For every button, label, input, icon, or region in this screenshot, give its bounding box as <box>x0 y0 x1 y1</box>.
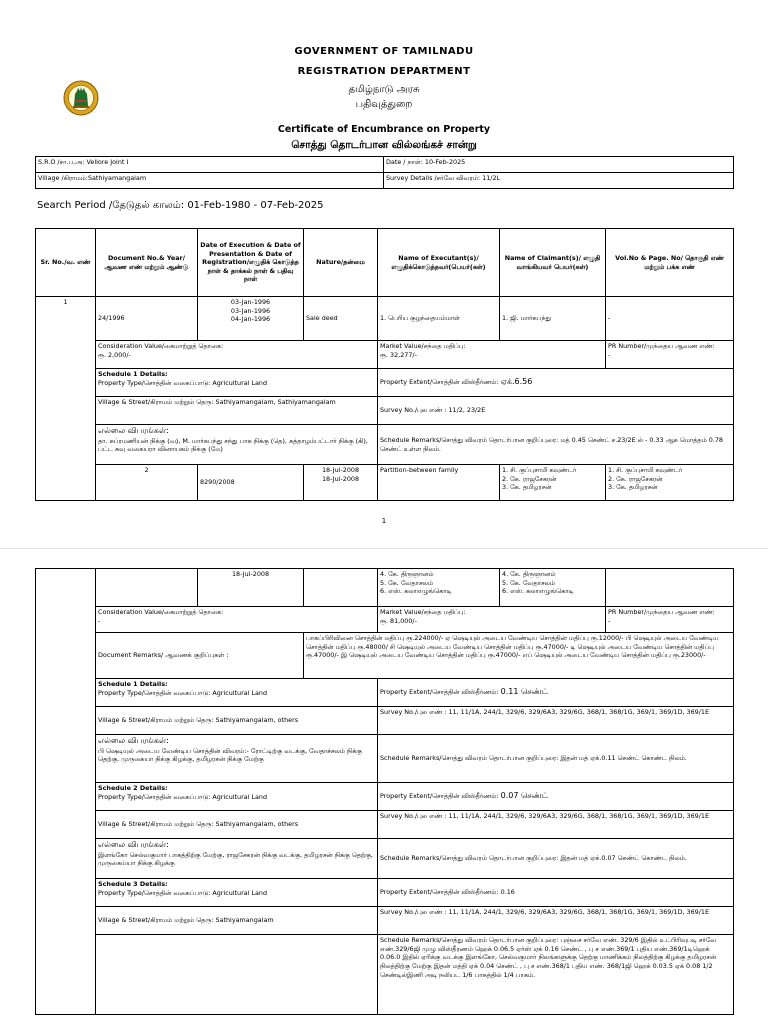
table-row <box>36 465 734 501</box>
table-row <box>36 369 734 397</box>
government-title-tamil: தமிழ்நாடு அரசு <box>348 84 420 95</box>
schedule-3-extent <box>378 879 734 907</box>
boundary-label: எல்லை விபரங்கள்: <box>98 736 169 745</box>
extent-value: 0.11 செண்ட் <box>500 687 549 697</box>
table-row <box>36 935 734 1015</box>
pr-value: - <box>608 350 611 359</box>
entry-1-document: 24/1996 <box>96 297 198 341</box>
market-label: Market Value/சந்தை மதிப்பு: <box>380 342 466 350</box>
entry-1-remarks <box>378 425 734 465</box>
schedule-1-boundary <box>96 735 378 783</box>
executant-name: 2. கே. ராஜசேகரன் <box>502 474 557 483</box>
entry-2-document: 8290/2008 <box>198 465 304 501</box>
property-type: Property Type/சொத்தின் வகைப்பாடு: Agricultural Land <box>98 792 268 801</box>
entry-1-volume: - <box>606 297 734 341</box>
executant-name: 5. கே. வேதாசலம் <box>380 578 433 587</box>
entry-1-schedule <box>96 369 378 397</box>
entry-1-village: Village & Street/கிராமம் மற்றும் தெரு: Sathiyamangalam, Sathiyamangalam <box>96 397 378 425</box>
sro-cell: S.R.O /சா.ப.அ: Vellore Joint I <box>36 157 384 173</box>
remarks-value: இதன் மத் ஏக்.0.11 செண்ட் கொண்ட நிலம். <box>560 754 687 763</box>
entry-2-pr <box>606 607 734 633</box>
schedule-title: Schedule 1 Details: <box>98 370 168 378</box>
executant-name: 3. கே. தமிழரசன் <box>502 483 552 492</box>
presentation-date: 18-Jul-2008 <box>321 474 360 483</box>
table-row <box>36 425 734 465</box>
presentation-date: 03-Jan-1996 <box>230 306 271 315</box>
survey-label: Survey No./புல எண் : <box>380 908 447 916</box>
entry-1-survey <box>378 397 734 425</box>
entry-2-document-continued <box>96 569 198 607</box>
remarks-label: Schedule Remarks/சொத்து விவரம் தொடர்பான குறிப்புரை: <box>380 435 559 444</box>
table-row <box>36 569 734 607</box>
date-cell: Date / நாள்: 10-Feb-2025 <box>384 157 734 173</box>
table-row <box>36 879 734 907</box>
table-row <box>36 839 734 879</box>
certificate-title-tamil: சொத்து தொடர்பான வில்லங்கச் சான்று <box>291 139 477 151</box>
entry-1-pr <box>606 341 734 369</box>
header-row <box>36 229 734 297</box>
table-row <box>36 907 734 935</box>
encumbrance-table-page-1 <box>35 228 734 501</box>
entry-2-executant-continued <box>378 569 500 607</box>
remarks-value: புஞ்சை சர்வே எண். 329/6 இதில் உட்பிரிவுபடி சர்வே எண்.329/6ஜி முழு விஸ்தீரணம் ஹெக் 0.06.5 ஏர்ஸ் ஏக் 0.16 செண்ட் , பு ச எண்.369/1 புதிய எண்.369/1டிஹெக் 0.06.0 இதில் ஏரிக்கு வடக்கு இளங்கோ, செல்வகுமார் நிலங்களுக்கு தெற்கு மாணிக்கம் நிலத்திற்கு கிழக்கு தமிழரசன் நிலத்திற்கு மேற்கு இதன் மத்தி ஏக் 0.04 செண்ட் , பு ச எண்.368/1 புதிய எண். 368/1ஜி ஹெக் 0.03.5 ஏக் 0.08 1/2 செண்டில்இணி அடி நலியட 1/6 பாகத்தில் 1/4 பாகம். <box>380 936 717 979</box>
remarks-value: மத் 0.45 செண்ட் ச.23/2E ல் - 0.33 ஆக மொத்தம் 0.78 செண்ட் உள்ள நிலம். <box>380 435 723 453</box>
schedule-2-boundary <box>96 839 378 879</box>
col-volume: Vol.No & Page. No/ தொகுதி எண் மற்றும் பக்க எண் <box>606 229 734 297</box>
table-row <box>36 783 734 811</box>
schedule-title: Schedule 3 Details: <box>98 880 168 888</box>
claimant-name: 3. கே. தமிழரசன் <box>608 483 658 492</box>
department-title: REGISTRATION DEPARTMENT <box>297 66 471 77</box>
search-period: Search Period /தேடுதல் காலம்: 01-Feb-1980 - 07-Feb-2025 <box>37 200 324 211</box>
entry-2-consideration <box>96 607 378 633</box>
survey-value: 11/2, 23/2E <box>448 406 486 415</box>
remarks-label: Schedule Remarks/சொத்து விவரம் தொடர்பான குறிப்புரை: <box>380 854 559 863</box>
schedule-3 <box>96 879 378 907</box>
extent-label: Property Extent/சொத்தின் விஸ்தீர்ணம்: <box>380 378 499 387</box>
table-row <box>36 297 734 341</box>
government-title: GOVERNMENT OF TAMILNADU <box>294 46 474 57</box>
entry-1-nature: Sale deed <box>304 297 378 341</box>
pr-label: PR Number/முந்தைய ஆவண எண்: <box>608 608 715 616</box>
entry-1-claimant: 1. ஜி. மார்கபந்து <box>500 297 606 341</box>
department-title-tamil: பதிவுத்துறை <box>355 99 413 110</box>
encumbrance-table-page-2 <box>35 568 734 1015</box>
executant-name: 1. சி. குப்புசாமி கவுண்டர் <box>502 466 577 474</box>
consideration-value: - <box>98 616 101 625</box>
entry-2-sr-continued <box>36 569 96 1015</box>
schedule-title: Schedule 1 Details: <box>98 680 168 688</box>
village-cell: Village /கிராமம்:Sathiyamangalam <box>36 173 384 189</box>
schedule-3-remarks <box>378 935 734 1015</box>
execution-date: 03-Jan-1996 <box>230 298 271 306</box>
col-dates: Date of Execution & Date of Presentation & Date of Registration/எழுதிக் கொடுத்த நாள் & தாக்கல் நாள் & பதிவு நாள் <box>198 229 304 297</box>
entry-1-dates <box>198 297 304 341</box>
page-number: 1 <box>381 517 387 525</box>
extent-label: Property Extent/சொத்தின் விஸ்தீர்ணம்: <box>380 688 499 697</box>
boundary-label: எல்லை விபரங்கள்: <box>98 426 169 435</box>
table-row <box>36 811 734 839</box>
entry-1-extent <box>378 369 734 397</box>
execution-date: 18-Jul-2008 <box>321 466 360 474</box>
schedule-2-survey <box>378 811 734 839</box>
survey-label: Survey No./புல எண் : <box>380 406 447 415</box>
col-executant: Name of Executant(s)/ எழுதிக்கொடுத்தவர்(பெயர்(கள்) <box>378 229 500 297</box>
claimant-name: 1. சி. குப்புசாமி கவுண்டர் <box>608 466 683 474</box>
pr-value: - <box>608 616 611 625</box>
entry-2-dates <box>304 465 378 501</box>
consideration-value: ரூ. 2,000/- <box>98 350 131 359</box>
certificate-title: Certificate of Encumbrance on Property <box>277 124 491 135</box>
entry-1-boundary <box>96 425 378 465</box>
remarks-value: இதன் மத் ஏக்.0.07 செண்ட் கொண்ட நிலம். <box>560 854 687 863</box>
entry-2-sr: 2 <box>96 465 198 501</box>
schedule-2-remarks <box>378 839 734 879</box>
executant-name: 4. கே. திருஞானம் <box>380 570 434 578</box>
entry-2-nature-continued <box>304 569 378 607</box>
market-value: ரூ. 32,277/- <box>380 350 417 359</box>
extent-label: Property Extent/சொத்தின் விஸ்தீர்ணம்: <box>380 792 499 801</box>
entry-1-consideration <box>96 341 378 369</box>
survey-value: 11, 11/1A, 244/1, 329/6, 329/6A3, 329/6G, 368/1, 368/1G, 369/1, 369/1D, 369/1E <box>448 812 710 820</box>
col-document: Document No.& Year/ ஆவண எண் மற்றும் ஆண்டு <box>96 229 198 297</box>
schedule-1-remarks <box>378 735 734 783</box>
pr-label: PR Number/முந்தைய ஆவண எண்: <box>608 342 715 350</box>
entry-1-market <box>378 341 606 369</box>
schedule-1-extent <box>378 679 734 707</box>
extent-value: ஏக்.6.56 <box>500 377 533 387</box>
market-value: ரூ. 81,000/- <box>380 616 417 625</box>
schedule-3-village: Village & Street/கிராமம் மற்றும் தெரு: Sathiyamangalam <box>96 907 378 935</box>
survey-details-cell: Survey Details /சர்வே விவரம்: 11/2L <box>384 173 734 189</box>
extent-value: 0.07 செண்ட் <box>500 791 549 801</box>
page-2 <box>0 560 768 1024</box>
schedule-3-boundary <box>96 935 378 1015</box>
col-claimant: Name of Claimant(s)/ எழுதி வாங்கியவர் பெயர்(கள்) <box>500 229 606 297</box>
document-remarks-label: Document Remarks/ ஆவணக் குறிப்புகள் : <box>96 633 304 679</box>
claimant-name: 5. கே. வேதாசலம் <box>502 578 555 587</box>
col-sr: Sr. No./வ. எண் <box>36 229 96 297</box>
schedule-2-village: Village & Street/கிராமம் மற்றும் தெரு: Sathiyamangalam, others <box>96 811 378 839</box>
table-row <box>36 607 734 633</box>
schedule-1-village: Village & Street/கிராமம் மற்றும் தெரு: Sathiyamangalam, others <box>96 707 378 735</box>
boundary-label: எல்லை விபரங்கள்: <box>98 840 169 849</box>
property-type: Property Type/சொத்தின் வகைப்பாடு: Agricultural Land <box>98 378 268 387</box>
entry-2-claimant-continued <box>500 569 606 607</box>
claimant-name: 2. கே. ராஜசேகரன் <box>608 474 663 483</box>
consideration-label: Consideration Value/கைமாற்றுத் தொகை: <box>98 342 224 350</box>
boundary-value: இளங்கோ செல்வகுமார் பாகத்திற்கு மேற்கு, ராஜசேகரன் நிக்கு வடக்கு, தமிழரசன் நிக்கு தெற்கு, முருகைய்யா நிக்கு கிழக்கு <box>98 850 373 868</box>
consideration-label: Consideration Value/கைமாற்றுத் தொகை: <box>98 608 224 616</box>
schedule-2 <box>96 783 378 811</box>
schedule-title: Schedule 2 Details: <box>98 784 168 792</box>
registration-date: 04-Jan-1996 <box>230 315 271 324</box>
col-nature: Nature/தன்மை <box>304 229 378 297</box>
info-table <box>35 156 734 189</box>
survey-label: Survey No./புல எண் : <box>380 708 447 716</box>
entry-2-claimant <box>606 465 734 501</box>
claimant-name: 4. கே. திருஞானம் <box>502 570 556 578</box>
remarks-label: Schedule Remarks/சொத்து விவரம் தொடர்பான குறிப்புரை: <box>380 936 559 944</box>
document-remarks-value: பாகப்பிரிவினை சொத்தின் மதிப்பு ரூ.224000/- ஏ ஷெடியுல் அடைய வேண்டிய சொத்தின் மதிப்பு ரூ.12000/- பி ஷெடியுல் அடைய வேண்டிய சொத்தின் மதிப்பு ரூ.48000/ சி ஷெடியுல் அடைய வேண்டிய சொத்தின் மதிப்பு ரூ.47000/- டி ஷெடியுல் அடைய வேண்டிய சொத்தின் மதிப்பு ரூ.47000/- இ ஷெடியுல் அடைய வேண்டிய சொத்தின் மதிப்பு ரூ.47000/- எப் ஷெடியுல் அடைய வேண்டிய சொத்தின் மதிப்பு ரூ.23000/- <box>304 633 734 679</box>
survey-label: Survey No./புல எண் : <box>380 812 447 820</box>
entry-1-sr: 1 <box>36 297 96 501</box>
schedule-2-extent <box>378 783 734 811</box>
entry-2-registration-date: 18-Jul-2008 <box>198 569 304 607</box>
table-row <box>36 397 734 425</box>
extent-value: 0.16 <box>500 888 515 897</box>
entry-2-volume-continued <box>606 569 734 607</box>
table-row <box>36 679 734 707</box>
entry-1-executant: 1. பெரிய குழந்தையம்மாள் <box>378 297 500 341</box>
property-type: Property Type/சொத்தின் வகைப்பாடு: Agricultural Land <box>98 688 268 697</box>
entry-2-market <box>378 607 606 633</box>
schedule-1-survey <box>378 707 734 735</box>
executant-name: 6. எஸ். கலாஎழுங்கொடி <box>380 587 452 596</box>
boundary-value: தா. சுப்ரமணியன் நிக்கு (வ), M. மார்கபந்து சந்து பாக நிக்கு (தெ), கத்தாழம்பட்டார் நிக்கு (கி), பட்ட கவு வகையரா வினாயகம் நிக்கு (மே) <box>98 436 368 454</box>
page-divider <box>0 548 768 549</box>
extent-label: Property Extent/சொத்தின் விஸ்தீர்ணம்: <box>380 888 499 897</box>
table-row <box>36 707 734 735</box>
market-label: Market Value/சந்தை மதிப்பு: <box>380 608 466 616</box>
survey-value: 11, 11/1A, 244/1, 329/6, 329/6A3, 329/6G, 368/1, 368/1G, 369/1, 369/1D, 369/1E <box>448 708 710 716</box>
schedule-1 <box>96 679 378 707</box>
survey-value: 11, 11/1A, 244/1, 329/6, 329/6A3, 329/6G, 368/1, 368/1G, 369/1, 369/1D, 369/1E <box>448 908 710 916</box>
table-row <box>36 633 734 679</box>
entry-2-nature: Partition-between family <box>378 465 500 501</box>
table-row <box>36 341 734 369</box>
boundary-value: பி ஷெடியுல் அடைய வேண்டிய சொத்தின் விவரம்:- ரோட்டிற்கு வடக்கு, வேதாச்சலம் நிக்கு தெற்கு, முருகையா நிக்கு கிழக்கு, தமிழரசன் நிக்கு மேற்கு <box>98 746 362 764</box>
property-type: Property Type/சொத்தின் வகைப்பாடு: Agricultural Land <box>98 888 268 897</box>
table-row <box>36 735 734 783</box>
entry-2-executant <box>500 465 606 501</box>
schedule-3-survey <box>378 907 734 935</box>
remarks-label: Schedule Remarks/சொத்து விவரம் தொடர்பான குறிப்புரை: <box>380 754 559 763</box>
claimant-name: 6. எஸ். கலாஎழுங்கொடி <box>502 587 574 596</box>
